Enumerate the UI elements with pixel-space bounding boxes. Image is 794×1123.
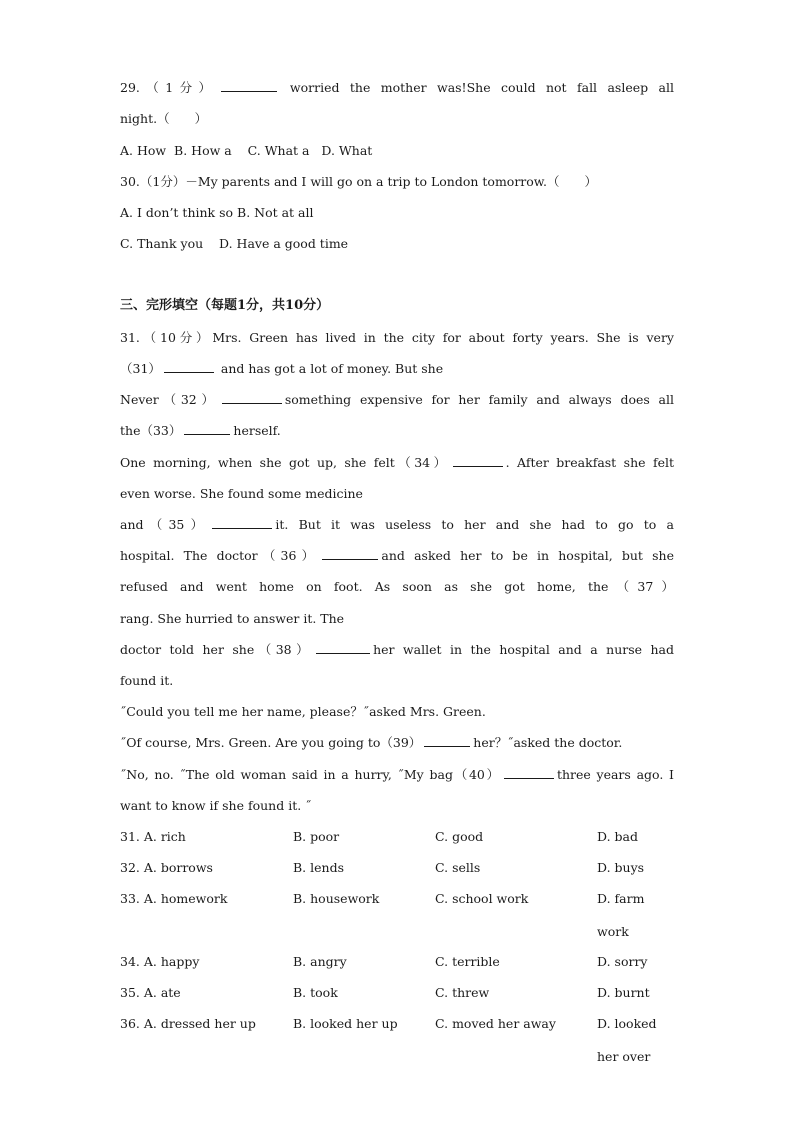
answer-blank[interactable] — [222, 392, 282, 404]
choice-34-c[interactable]: C. terrible — [435, 954, 500, 969]
passage-line: ˝Of course, Mrs. Green. Are you going to（39） her？˝asked the doctor. — [120, 735, 623, 750]
q30-options-b: C. Thank you D. Have a good time — [120, 236, 349, 251]
answer-blank[interactable] — [504, 767, 554, 779]
choice-36-b[interactable]: B. looked her up — [293, 1016, 398, 1031]
answer-blank[interactable] — [212, 517, 272, 529]
passage-line: want to know if she found it. ˝ — [120, 798, 312, 813]
choice-34-a[interactable]: 34. A. happy — [120, 954, 200, 969]
choice-36-d[interactable]: D. looked — [597, 1016, 657, 1031]
choice-31-d[interactable]: D. bad — [597, 829, 638, 844]
section-heading: 三、完形填空（每题1分，共10分） — [120, 298, 330, 313]
passage-line: （31） and has got a lot of money. But she — [120, 361, 444, 376]
passage-line: even worse. She found some medicine — [120, 486, 363, 501]
passage-line: and（35） it. But it was useless to her and she had to go to a — [120, 517, 674, 532]
passage-line: found it. — [120, 673, 174, 688]
choice-33-d-wrap[interactable]: work — [597, 924, 629, 939]
q29-line2: night.（ ） — [120, 111, 208, 126]
choice-31-b[interactable]: B. poor — [293, 829, 340, 844]
passage-line: ˝Could you tell me her name, please？˝asked Mrs. Green. — [120, 704, 486, 719]
choice-33-b[interactable]: B. housework — [293, 891, 380, 906]
answer-blank[interactable] — [221, 80, 277, 92]
choice-36-c[interactable]: C. moved her away — [435, 1016, 556, 1031]
choice-32-b[interactable]: B. lends — [293, 860, 344, 875]
choice-31-a[interactable]: 31. A. rich — [120, 829, 186, 844]
choice-36-d-wrap[interactable]: her over — [597, 1049, 651, 1064]
choice-33-a[interactable]: 33. A. homework — [120, 891, 228, 906]
passage-line: hospital. The doctor（36） and asked her to be in hospital, but she — [120, 548, 674, 563]
choice-32-d[interactable]: D. buys — [597, 860, 645, 875]
choice-32-a[interactable]: 32. A. borrows — [120, 860, 213, 875]
choice-31-c[interactable]: C. good — [435, 829, 484, 844]
answer-blank[interactable] — [184, 423, 230, 435]
choice-35-c[interactable]: C. threw — [435, 985, 490, 1000]
answer-blank[interactable] — [316, 642, 370, 654]
passage-line: refused and went home on foot. As soon as she got home, the（37） — [120, 579, 674, 594]
choice-33-c[interactable]: C. school work — [435, 891, 529, 906]
q29-options: A. How B. How a C. What a D. What — [120, 143, 373, 158]
choice-35-b[interactable]: B. took — [293, 985, 338, 1000]
passage-line: the（33） herself. — [120, 423, 281, 438]
passage-line: ˝No, no. ˝The old woman said in a hurry, ˝My bag（40） three years ago. I — [120, 767, 674, 782]
choice-32-c[interactable]: C. sells — [435, 860, 481, 875]
q29-line1: 29.（1分） worried the mother was!She could not fall asleep all — [120, 80, 674, 95]
choice-33-d[interactable]: D. farm — [597, 891, 645, 906]
passage-line: doctor told her she（38） her wallet in the hospital and a nurse had — [120, 642, 674, 657]
passage-line: 31.（10分）Mrs. Green has lived in the city for about forty years. She is very — [120, 330, 674, 345]
choice-34-b[interactable]: B. angry — [293, 954, 347, 969]
answer-blank[interactable] — [424, 735, 470, 747]
answer-blank[interactable] — [322, 548, 378, 560]
answer-blank[interactable] — [453, 455, 503, 467]
choice-35-a[interactable]: 35. A. ate — [120, 985, 181, 1000]
q30-line1: 30.（1分）－My parents and I will go on a trip to London tomorrow.（ ） — [120, 174, 598, 189]
passage-line: One morning, when she got up, she felt（34） . After breakfast she felt — [120, 455, 675, 470]
choice-36-a[interactable]: 36. A. dressed her up — [120, 1016, 256, 1031]
choice-34-d[interactable]: D. sorry — [597, 954, 648, 969]
choice-35-d[interactable]: D. burnt — [597, 985, 650, 1000]
passage-line: rang. She hurried to answer it. The — [120, 611, 345, 626]
q30-options-a: A. I don’t think so B. Not at all — [120, 205, 314, 220]
passage-line: Never（32） something expensive for her family and always does all — [120, 392, 674, 407]
answer-blank[interactable] — [164, 361, 214, 373]
